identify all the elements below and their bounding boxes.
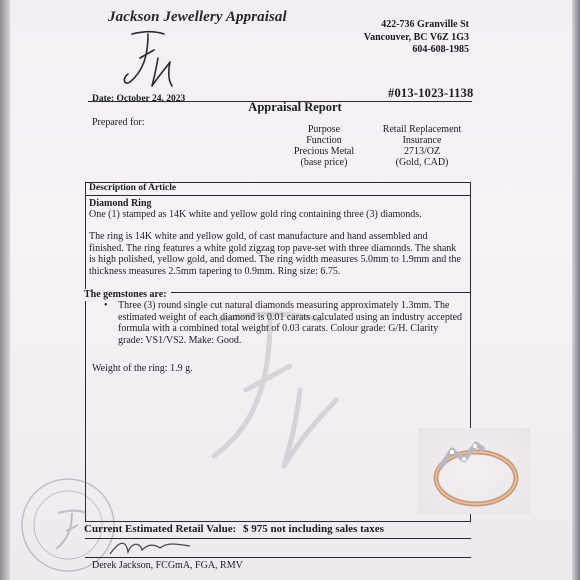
report-title: Appraisal Report [248,100,342,114]
retail-value-label: Current Estimated Retail Value: [84,523,237,535]
detail-label: Purpose [307,124,341,135]
detail-label: Function [306,135,342,146]
prepared-for-label: Prepared for: [92,117,145,128]
address-line: Vancouver, BC V6Z 1G3 [363,31,469,43]
gemstones-heading: The gemstones are: [84,289,171,301]
company-name: Jackson Jewellery Appraisal [108,9,287,25]
gemstone-line: grade: VS1/VS2. Make: Good. [118,334,242,346]
gemstone-line: Three (3) round single cut natural diamonds measuring approximately 1.3mm. The [118,300,450,311]
gemstone-line: estimated weight of each diamond is 0.01 carats calculated using an industry accepted [118,311,463,323]
detail-value: 2713/OZ [403,146,441,157]
retail-value-amount: $ 975 not including sales taxes [243,523,384,535]
report-date: Date: October 24, 2023 [92,94,186,104]
gemstone-description [118,300,468,346]
description-heading: Description of Article [89,183,177,193]
detail-values [372,124,472,168]
page-shadow-right [572,0,580,580]
item-description [89,231,469,277]
detail-value: Retail Replacement [382,124,462,135]
item-summary: One (1) stamped as 14K white and yellow gold ring containing three (3) diamonds. [89,209,422,220]
company-address [364,19,469,57]
report-number: #013-1023-1138 [388,86,474,100]
signer-name: Derek Jackson, FCGmA, FGA, RMV [92,560,243,571]
ring-weight: Weight of the ring: 1.9 g. [92,363,193,374]
address-line: 604-608-1985 [412,44,469,55]
description-line: The ring is 14K white and yellow gold, of cast manufacture and hand assembled and [89,231,428,242]
signature-rule [85,557,471,558]
description-header [85,182,471,196]
description-line: finished. The ring features a white gold zigzag top pave-set with three diamonds. The shank [89,242,457,254]
description-line: is high polished, yellow gold, and domed. The ring width measures 5.0mm to 1.9mm and the [89,254,461,265]
logo-monogram-icon [118,28,178,90]
item-title: Diamond Ring [89,198,152,209]
bullet-icon: • [104,300,108,311]
detail-labels [285,124,363,168]
detail-label: Precious Metal [293,146,355,157]
detail-value: Insurance [402,135,442,146]
detail-value: (Gold, CAD) [395,157,449,168]
address-line: 422-736 Granville St [381,19,469,30]
gemstone-line: formula with a combined total weight of 0.03 carats. Colour grade: G/H. Clarity [118,323,439,334]
detail-label: (base price) [300,157,348,168]
ring-photo [418,428,530,514]
retail-value-row [84,523,384,535]
ring-image-icon [418,428,530,514]
description-line: thickness measures 2.5mm tapering to 0.9mm. Ring size: 6.75. [89,265,341,277]
